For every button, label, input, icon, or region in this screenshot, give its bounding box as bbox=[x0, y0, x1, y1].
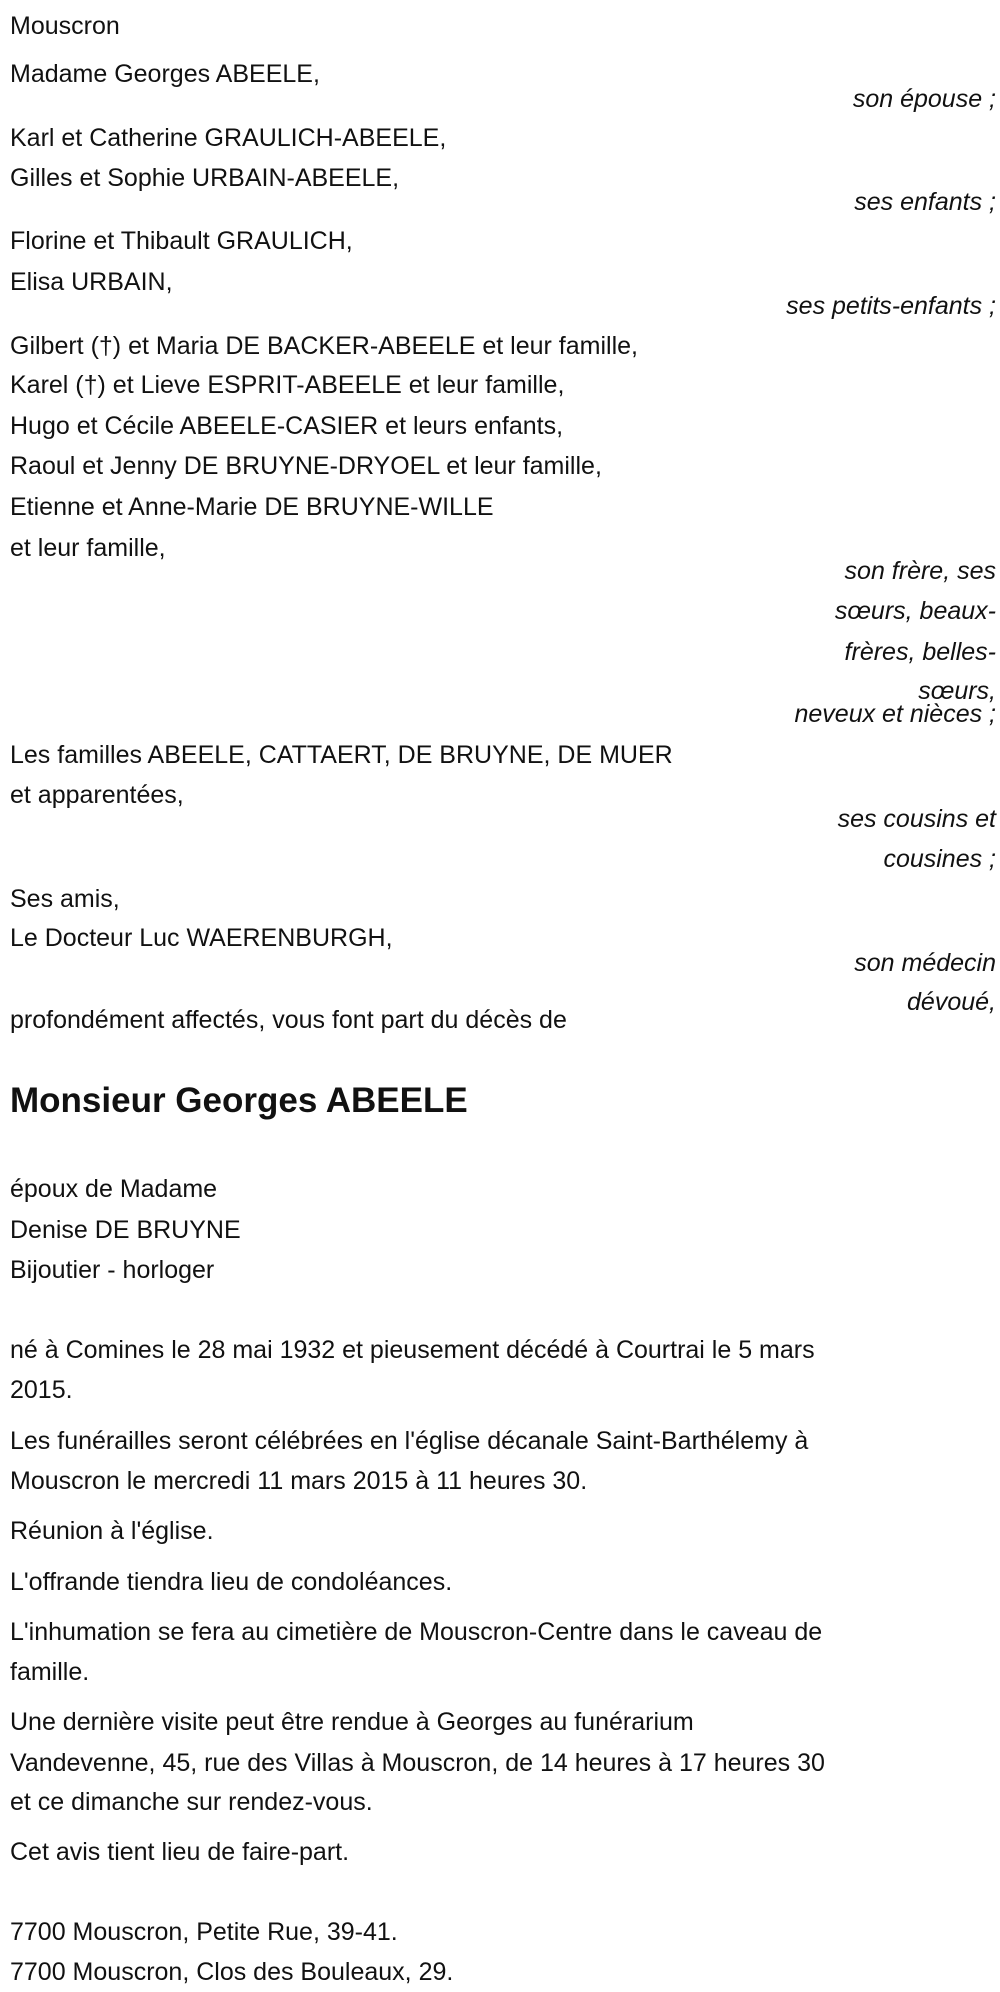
paragraph-line: L'offrande tiendra lieu de condoléances. bbox=[10, 1568, 453, 1596]
family-line: Raoul et Jenny DE BRUYNE-DRYOEL et leur famille, bbox=[10, 452, 602, 480]
family-line: Florine et Thibault GRAULICH, bbox=[10, 227, 353, 255]
paragraph-line: Vandevenne, 45, rue des Villas à Mouscron, de 14 heures à 17 heures 30 bbox=[10, 1749, 825, 1777]
announcement: profondément affectés, vous font part du décès de bbox=[10, 1006, 567, 1034]
detail-line: Bijoutier - horloger bbox=[10, 1256, 215, 1284]
detail-line: époux de Madame bbox=[10, 1175, 218, 1203]
family-line: Le Docteur Luc WAERENBURGH, bbox=[10, 924, 393, 952]
family-line: et apparentées, bbox=[10, 781, 184, 809]
family-line: Gilles et Sophie URBAIN-ABEELE, bbox=[10, 164, 400, 192]
detail-line: Denise DE BRUYNE bbox=[10, 1216, 241, 1244]
family-line: Les familles ABEELE, CATTAERT, DE BRUYNE, DE MUER bbox=[10, 741, 673, 769]
family-line: Etienne et Anne-Marie DE BRUYNE-WILLE bbox=[10, 493, 494, 521]
relation-label: son médecin bbox=[854, 949, 996, 977]
family-line: Ses amis, bbox=[10, 885, 120, 913]
paragraph-line: 2015. bbox=[10, 1376, 73, 1404]
family-line: Hugo et Cécile ABEELE-CASIER et leurs enfants, bbox=[10, 412, 564, 440]
relation-label: dévoué, bbox=[907, 988, 996, 1016]
city: Mouscron bbox=[10, 12, 120, 40]
paragraph-line: Une dernière visite peut être rendue à Georges au funérarium bbox=[10, 1708, 694, 1736]
deceased-name: Monsieur Georges ABEELE bbox=[10, 1081, 468, 1120]
relation-label: son épouse ; bbox=[852, 85, 996, 113]
family-line: Karel (†) et Lieve ESPRIT-ABEELE et leur famille, bbox=[10, 371, 565, 399]
relation-label: son frère, ses bbox=[844, 557, 996, 585]
relation-label: cousines ; bbox=[883, 845, 996, 873]
family-line: Gilbert (†) et Maria DE BACKER-ABEELE et leur famille, bbox=[10, 332, 638, 360]
relation-label: sœurs, beaux- bbox=[834, 597, 996, 625]
family-line: Madame Georges ABEELE, bbox=[10, 60, 320, 88]
paragraph-line: Cet avis tient lieu de faire-part. bbox=[10, 1838, 350, 1866]
relation-label: frères, belles- bbox=[844, 638, 996, 666]
address-line: 7700 Mouscron, Petite Rue, 39-41. bbox=[10, 1918, 398, 1946]
paragraph-line: Réunion à l'église. bbox=[10, 1517, 214, 1545]
relation-label: ses enfants ; bbox=[854, 188, 996, 216]
relation-label: ses cousins et bbox=[837, 805, 996, 833]
family-line: Elisa URBAIN, bbox=[10, 268, 173, 296]
relation-label: sœurs, bbox=[918, 677, 996, 705]
relation-label: ses petits-enfants ; bbox=[786, 292, 996, 320]
paragraph-line: né à Comines le 28 mai 1932 et pieusement décédé à Courtrai le 5 mars bbox=[10, 1336, 815, 1364]
address-line: 7700 Mouscron, Clos des Bouleaux, 29. bbox=[10, 1958, 454, 1986]
family-line: Karl et Catherine GRAULICH-ABEELE, bbox=[10, 124, 447, 152]
paragraph-line: famille. bbox=[10, 1658, 90, 1686]
paragraph-line: L'inhumation se fera au cimetière de Mouscron-Centre dans le caveau de bbox=[10, 1618, 823, 1646]
paragraph-line: Mouscron le mercredi 11 mars 2015 à 11 heures 30. bbox=[10, 1467, 588, 1495]
relation-label: neveux et nièces ; bbox=[794, 700, 996, 728]
paragraph-line: Les funérailles seront célébrées en l'église décanale Saint-Barthélemy à bbox=[10, 1427, 809, 1455]
family-line: et leur famille, bbox=[10, 534, 166, 562]
paragraph-line: et ce dimanche sur rendez-vous. bbox=[10, 1788, 373, 1816]
